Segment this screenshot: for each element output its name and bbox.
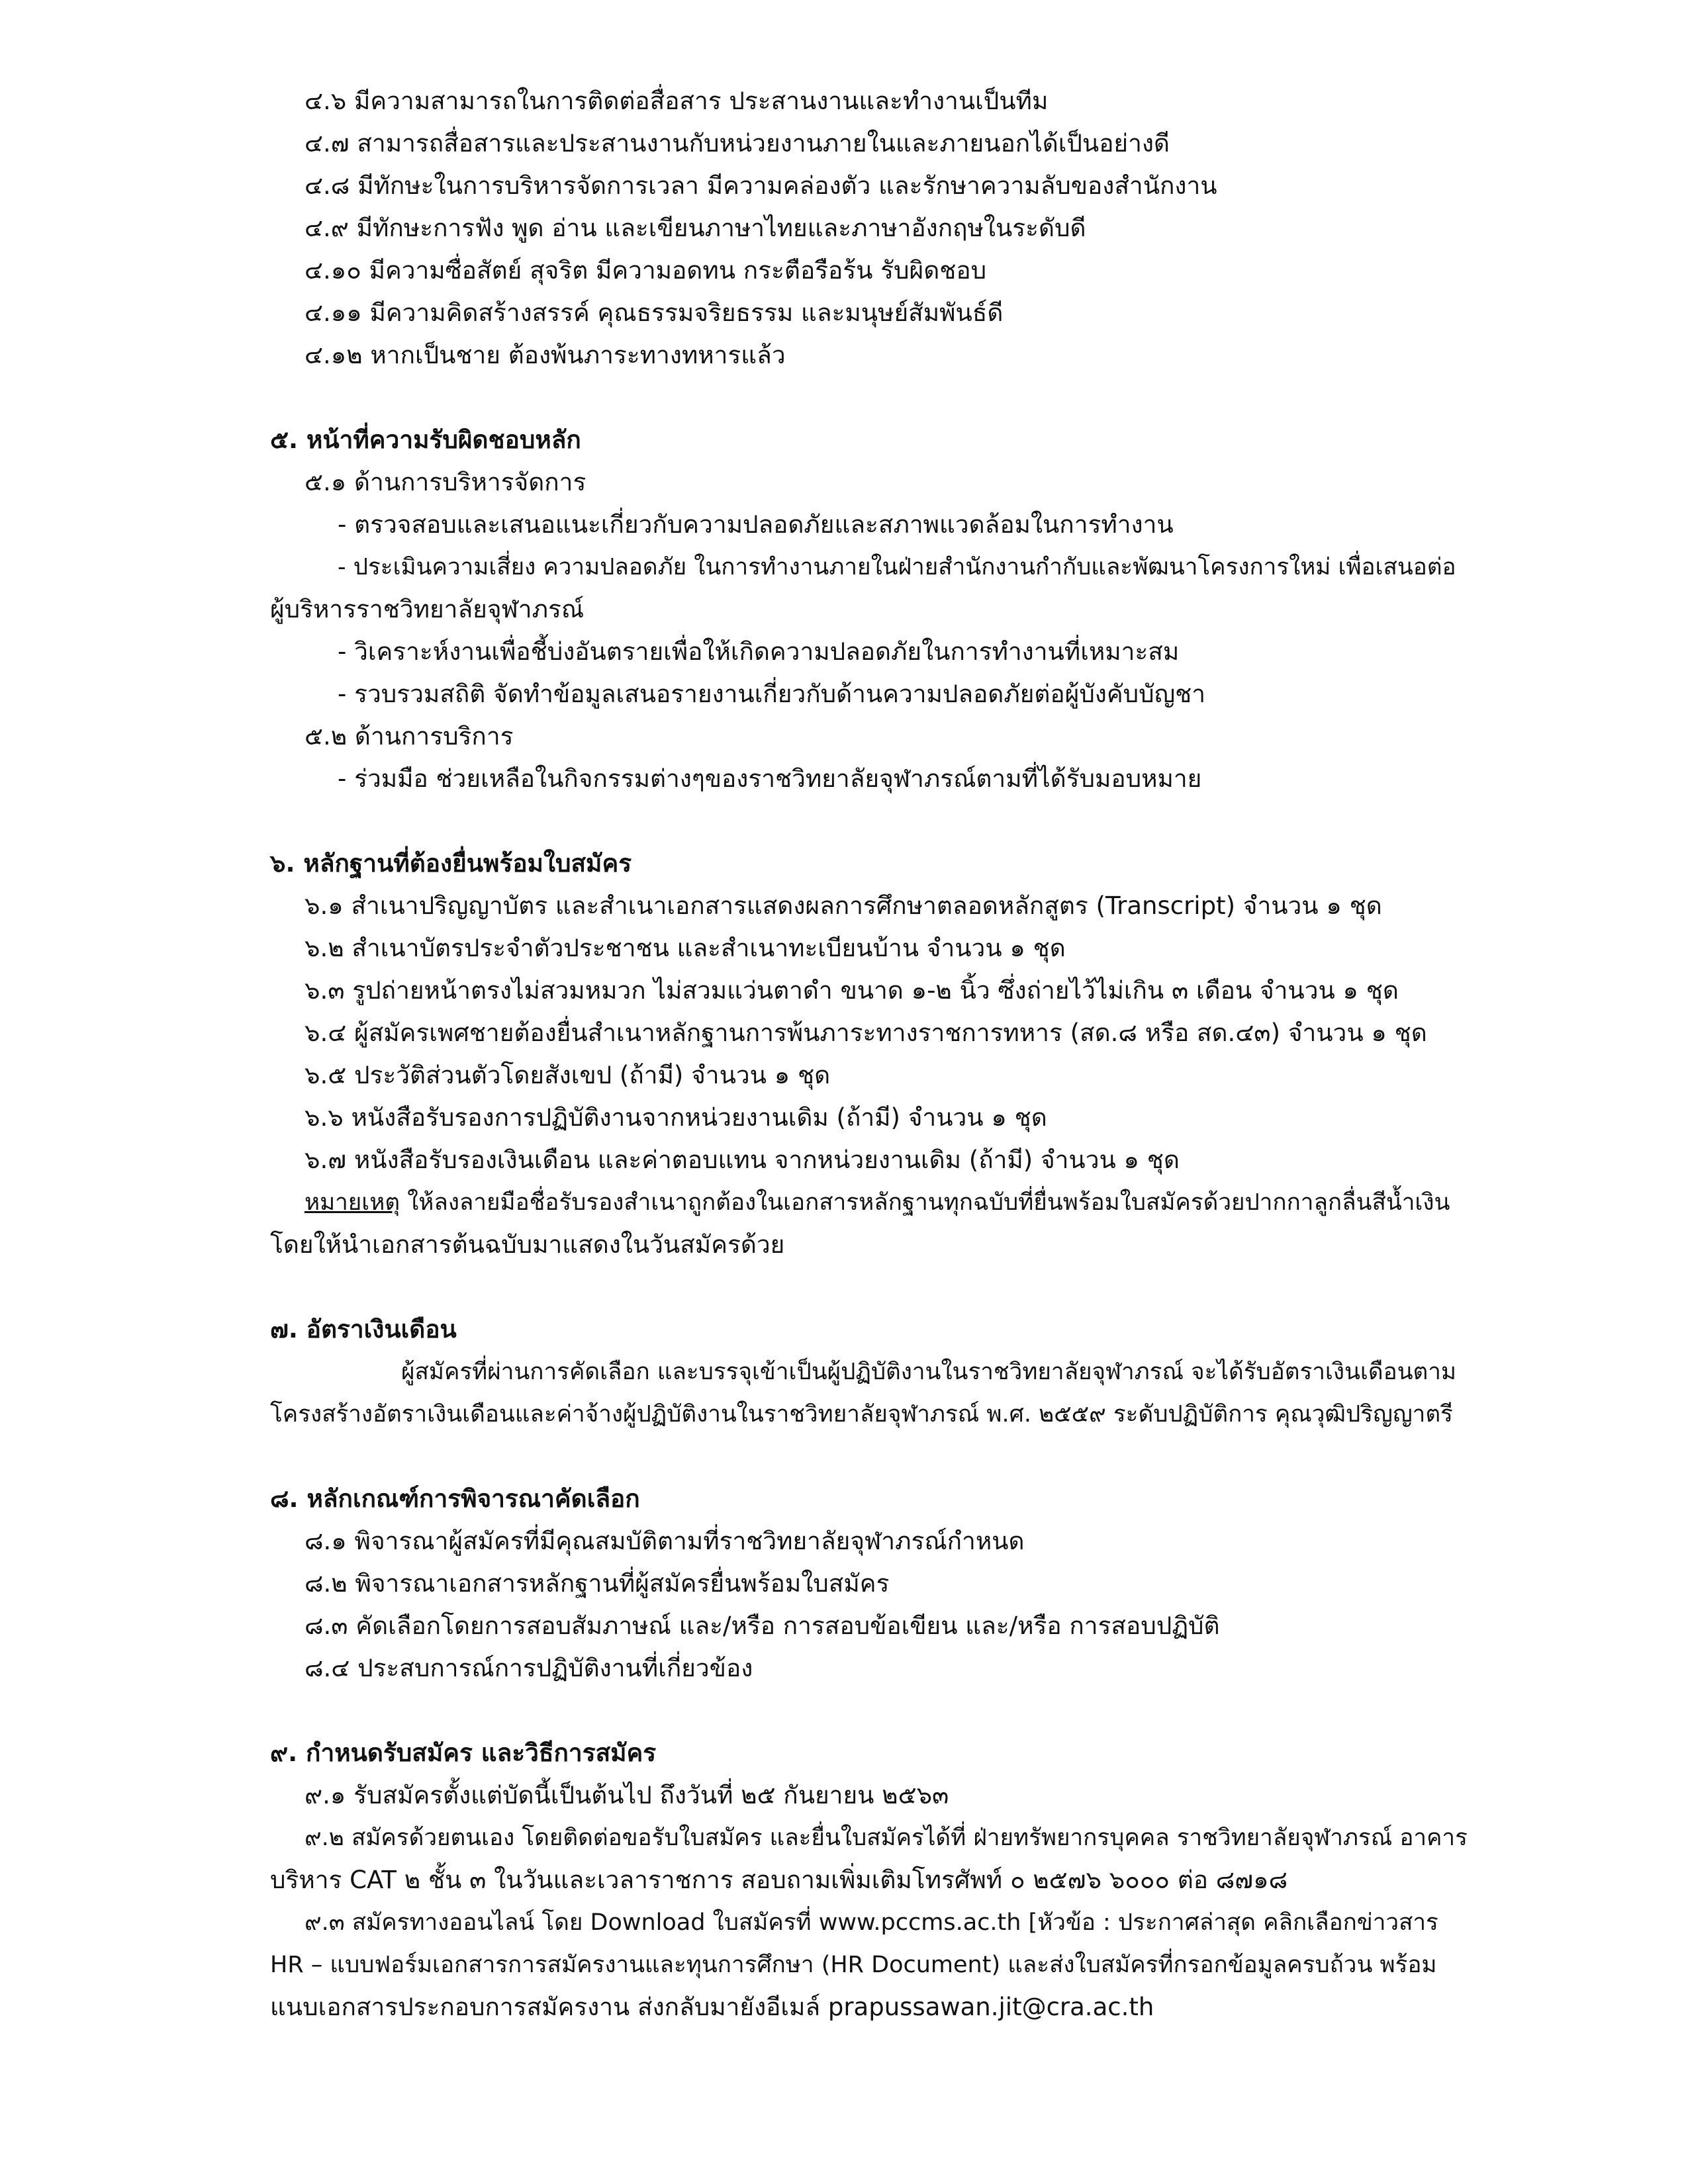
section6-item-1: ๖.๑ สำเนาปริญญาบัตร และสำเนาเอกสารแสดงผลการศึกษาตลอดหลักสูตร (Transcript) จำนวน ๑ ชุด bbox=[305, 891, 1382, 920]
section4-item-7: ๔.๗ สามารถสื่อสารและประสานงานกับหน่วยงานภายในและภายนอกได้เป็นอย่างดี bbox=[305, 129, 1170, 158]
section6-item-4: ๖.๔ ผู้สมัครเพศชายต้องยื่นสำเนาหลักฐานการพ้นภาระทางราชการทหาร (สด.๘ หรือ สด.๔๓) จำนวน ๑ ชุด bbox=[305, 1019, 1427, 1047]
section8-item-4: ๘.๔ ประสบการณ์การปฏิบัติงานที่เกี่ยวข้อง bbox=[305, 1654, 753, 1682]
section9-item-1: ๙.๑ รับสมัครตั้งแต่บัดนี้เป็นต้นไป ถึงวันที่ ๒๕ กันยายน ๒๕๖๓ bbox=[305, 1781, 949, 1809]
section9-item-2-line2: บริหาร CAT ๒ ชั้น ๓ ในวันและเวลาราชการ สอบถามเพิ่มเติมโทรศัพท์ ๐ ๒๕๗๖ ๖๐๐๐ ต่อ ๘๗๑๘ bbox=[270, 1866, 1288, 1894]
note-text: ให้ลงลายมือชื่อรับรองสำเนาถูกต้องในเอกสารหลักฐานทุกฉบับที่ยื่นพร้อมใบสมัครด้วยปากกาลูกลื่นสีน้ำเงิน bbox=[400, 1189, 1450, 1216]
section4-item-8: ๔.๘ มีทักษะในการบริหารจัดการเวลา มีความคล่องตัว และรักษาความลับของสำนักงาน bbox=[305, 171, 1217, 200]
section5-bullet2-line1: - ประเมินความเสี่ยง ความปลอดภัย ในการทำงานภายในฝ่ายสำนักงานกำกับและพัฒนาโครงการใหม่ เพื่อเสนอต่อ bbox=[338, 554, 1456, 580]
section6-note-line2: โดยให้นำเอกสารต้นฉบับมาแสดงในวันสมัครด้วย bbox=[270, 1230, 785, 1259]
section8-heading: ๘. หลักเกณฑ์การพิจารณาคัดเลือก bbox=[270, 1484, 640, 1513]
note-label: หมายเหตุ bbox=[305, 1189, 400, 1216]
section5-bullet5: - ร่วมมือ ช่วยเหลือในกิจกรรมต่างๆของราชวิทยาลัยจุฬาภรณ์ตามที่ได้รับมอบหมาย bbox=[338, 764, 1202, 793]
section6-item-6: ๖.๖ หนังสือรับรองการปฏิบัติงานจากหน่วยงานเดิม (ถ้ามี) จำนวน ๑ ชุด bbox=[305, 1103, 1047, 1132]
section5-sub1: ๕.๑ ด้านการบริหารจัดการ bbox=[305, 468, 586, 496]
section4-item-9: ๔.๙ มีทักษะการฟัง พูด อ่าน และเขียนภาษาไทยและภาษาอังกฤษในระดับดี bbox=[305, 214, 1086, 242]
section6-item-7: ๖.๗ หนังสือรับรองเงินเดือน และค่าตอบแทน จากหน่วยงานเดิม (ถ้ามี) จำนวน ๑ ชุด bbox=[305, 1146, 1180, 1174]
section5-bullet1: - ตรวจสอบและเสนอแนะเกี่ยวกับความปลอดภัยและสภาพแวดล้อมในการทำงาน bbox=[338, 510, 1174, 539]
section7-line1: ผู้สมัครที่ผ่านการคัดเลือก และบรรจุเข้าเป็นผู้ปฏิบัติงานในราชวิทยาลัยจุฬาภรณ์ จะได้รับอัตราเงินเดือนตาม bbox=[401, 1359, 1457, 1385]
section7-heading: ๗. อัตราเงินเดือน bbox=[270, 1315, 457, 1343]
section5-heading: ๕. หน้าที่ความรับผิดชอบหลัก bbox=[270, 426, 581, 454]
section8-item-3: ๘.๓ คัดเลือกโดยการสอบสัมภาษณ์ และ/หรือ การสอบข้อเขียน และ/หรือ การสอบปฏิบัติ bbox=[305, 1612, 1220, 1640]
section6-heading: ๖. หลักฐานที่ต้องยื่นพร้อมใบสมัคร bbox=[270, 849, 632, 878]
section5-bullet3: - วิเคราะห์งานเพื่อชี้บ่งอันตรายเพื่อให้เกิดความปลอดภัยในการทำงานที่เหมาะสม bbox=[338, 637, 1180, 666]
section6-item-3: ๖.๓ รูปถ่ายหน้าตรงไม่สวมหมวก ไม่สวมแว่นตาดำ ขนาด ๑-๒ นิ้ว ซึ่งถ่ายไว้ไม่เกิน ๓ เดือน จำนวน ๑ ชุด bbox=[305, 976, 1399, 1005]
section4-item-12: ๔.๑๒ หากเป็นชาย ต้องพ้นภาระทางทหารแล้ว bbox=[305, 341, 786, 369]
section9-item-3-line3: แนบเอกสารประกอบการสมัครงาน ส่งกลับมายังอีเมล์ prapussawan.jit@cra.ac.th bbox=[270, 1993, 1154, 2021]
section5-bullet4: - รวบรวมสถิติ จัดทำข้อมูลเสนอรายงานเกี่ยวกับด้านความปลอดภัยต่อผู้บังคับบัญชา bbox=[338, 680, 1206, 708]
section6-item-5: ๖.๕ ประวัติส่วนตัวโดยสังเขป (ถ้ามี) จำนวน ๑ ชุด bbox=[305, 1061, 831, 1089]
section4-item-11: ๔.๑๑ มีความคิดสร้างสรรค์ คุณธรรมจริยธรรม และมนุษย์สัมพันธ์ดี bbox=[305, 298, 1004, 327]
section8-item-2: ๘.๒ พิจารณาเอกสารหลักฐานที่ผู้สมัครยื่นพร้อมใบสมัคร bbox=[305, 1569, 890, 1598]
section9-item-2-line1: ๙.๒ สมัครด้วยตนเอง โดยติดต่อขอรับใบสมัคร และยื่นใบสมัครได้ที่ ฝ่ายทรัพยากรบุคคล ราชวิทยาลัยจุฬาภรณ์ อาคาร bbox=[305, 1825, 1468, 1851]
section4-item-6: ๔.๖ มีความสามารถในการติดต่อสื่อสาร ประสานงานและทำงานเป็นทีม bbox=[305, 87, 1049, 115]
section4-item-10: ๔.๑๐ มีความซื่อสัตย์ สุจริต มีความอดทน กระตือรือร้น รับผิดชอบ bbox=[305, 256, 987, 285]
section5-sub2: ๕.๒ ด้านการบริการ bbox=[305, 722, 514, 751]
section6-note-line1 bbox=[305, 1186, 1450, 1219]
section6-item-2: ๖.๒ สำเนาบัตรประจำตัวประชาชน และสำเนาทะเบียนบ้าน จำนวน ๑ ชุด bbox=[305, 934, 1066, 962]
section5-bullet2-line2: ผู้บริหารราชวิทยาลัยจุฬาภรณ์ bbox=[270, 595, 585, 623]
section9-heading: ๙. กำหนดรับสมัคร และวิธีการสมัคร bbox=[270, 1739, 657, 1767]
section7-line2: โครงสร้างอัตราเงินเดือนและค่าจ้างผู้ปฏิบัติงานในราชวิทยาลัยจุฬาภรณ์ พ.ศ. ๒๕๕๙ ระดับปฏิบัติการ คุณวุฒิปริญญาตรี bbox=[270, 1401, 1453, 1428]
section8-item-1: ๘.๑ พิจารณาผู้สมัครที่มีคุณสมบัติตามที่ราชวิทยาลัยจุฬาภรณ์กำหนด bbox=[305, 1527, 1025, 1555]
section9-item-3-line2: HR – แบบฟอร์มเอกสารการสมัครงานและทุนการศึกษา (HR Document) และส่งใบสมัครที่กรอกข้อมูลครบถ้วน พร้อม bbox=[270, 1952, 1437, 1978]
section9-item-3-line1: ๙.๓ สมัครทางออนไลน์ โดย Download ใบสมัครที่ www.pccms.ac.th [หัวข้อ : ประกาศล่าสุด คลิกเลือกข่าวสาร bbox=[305, 1909, 1438, 1936]
